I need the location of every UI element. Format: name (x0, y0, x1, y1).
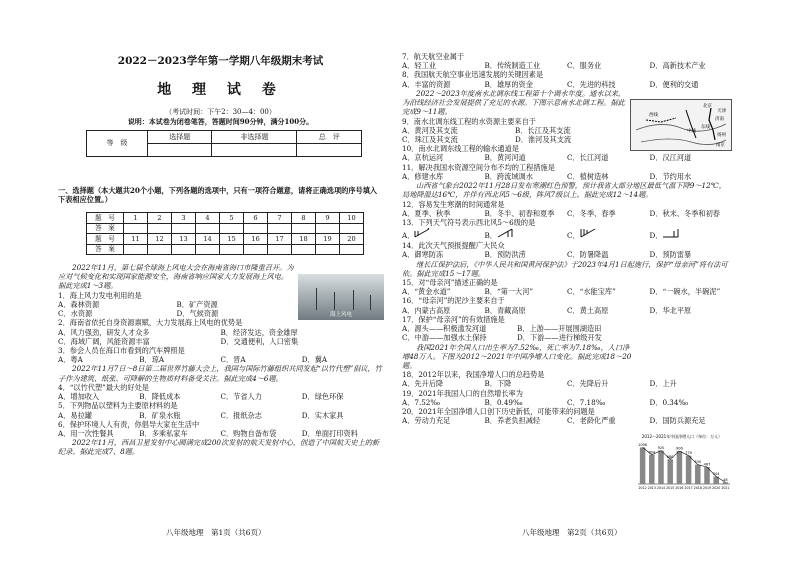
intro-7: 我国2021年全国人口出生率为7.52‰，死亡率为7.18‰，人口净增48万人。下图为2012～2021年中国净增人口变化。据此完成18～20题。 (402, 342, 632, 370)
map-label: 东线 (701, 125, 710, 130)
chart-bar (667, 459, 673, 484)
tick-label: 2012 (638, 486, 647, 490)
subject-title: 地 理 试 卷 (157, 82, 284, 98)
data-label: 530 (694, 460, 702, 465)
grade-col: 选择题 (148, 131, 212, 144)
map-svg (631, 100, 731, 150)
map-label: 中线 (687, 129, 696, 134)
data-label: 680 (666, 454, 674, 459)
grade-table (86, 130, 362, 157)
table-row: 题 号 1 2 3 4 5 6 7 8 9 10 (87, 213, 364, 224)
chart-bar (677, 451, 683, 484)
data-label: 48 (723, 477, 728, 482)
tick-label: 2014 (656, 486, 666, 490)
data-label: 920 (657, 446, 665, 451)
grade-cell[interactable] (212, 144, 297, 157)
data-label: 204 (712, 472, 720, 477)
grade-label: 等 级 (87, 131, 148, 157)
right-column (402, 0, 732, 561)
chart-bar (704, 467, 710, 484)
exam-notes: 说明：本试卷为闭卷笔答，答题时间90分钟，满分100分。 (127, 117, 314, 126)
data-label: 1006 (638, 442, 648, 447)
chart-bar (723, 482, 729, 484)
intro-2: 2022年11月7日～8日第二届世界竹藤大会上，我国与国际竹藤组织共同发起“以竹代塑”倡议，竹子作为建筑、纸张、可降解的生物质材料备受关注。据此完成4～6题。 (58, 364, 382, 383)
section-1-heading: 一、选择题（本大题共20个小题，下列各题的选项中，只有一项符合题意，请将正确选项的序号填入下表相应位置。） (58, 186, 378, 205)
south-north-water-map (630, 99, 732, 151)
left-column (58, 0, 383, 561)
tick-label: 2015 (666, 486, 675, 490)
population-chart-svg (630, 432, 734, 494)
data-label: 906 (676, 446, 683, 451)
questions-7-20: 7．航天航空业属于 A．轻工业 B．传统制造工业 C．服务业 D．高新技术产业 8．我国航天航空事业迅速发展的关键因素是 A．丰富的资源 B．雄厚的资金 C．先进的科技 D．便利的交通 2022～2023年度南水北调东线工程第十个调水年度。通水以来，为沿线经济社会发展提供了充足的水源。下图示意南水北调工程。据此完成9～11题。 9．南水北调东线工程的水资源主要来自于 A．黄河及其支流 B．长江及其支流 C．珠江及其支流 D．淮河及其支流 10．南水北调东线工程的输水通道是 A．京杭运河 B．黄河河道 C．长江河道 D．汉江河道 11．解决我国水资源空间分布不均的工程措施是 A．修建水库 B．跨流域调水 C．植树造林 D．节约用水 山西省气象台2022年11月28日发布寒潮红色预警，预计我省大部分地区最低气温下降9～12℃，局地降温达16℃，并伴有西北风5～6级，阵风7级以上。据此完成12～14题。 12．容易发生寒潮的时间通常是 A．夏季、秋季 B．冬半、初春和夏季 C．冬季、春季 D．秋末、冬季和初春 13．下列天气符号表示西北风5～6级的是 A． B． C． D． 14．此次天气预报提醒广大民众 A．御寒防冻 B．预防洪涝 C．防暑降温 D．预防雷暴 继长江保护法后，《中华人民共和国黄河保护法》于2023年4月1日起施行，保护“母亲河”将有法可依。据此完成15～17题。 15．对“母亲河”描述正确的是 A．“黄金水道” B．“第一大河” C．“水能宝库” D．“一碗水，半碗泥” 16．“母亲河”的泥沙主要来自于 A．内蒙古高原 B．青藏高原 C．黄土高原 D．华北平原 17．保护“母亲河”的有效措施是 A．源头——积极滥发河道 B．上游——开展围湖造田 C．中游——加强水土保持 D．下游——进行梯级开发 我国2021年全国人口出生率为7.52‰，死亡率为7.18‰，人口净增48万人。下图为2012～2021年中国净增人口变化。据此完成18～20题。 18．2012年以来，我国净增人口的总趋势是 A．先升后降 B．下降 C．先降后升 D．上升 19．2021年我国人口的自然增长率为 A．7.52‰ B．0.49‰ C．7.18‰ D．0.34‰ 20．2021年全国净增人口创下历史新低，可能带来的问题是 A．劳动力充足 B．养老负担减轻 C．老龄化严重 D．国防兵源充足 (402, 52, 732, 426)
tick-label: 2013 (647, 486, 656, 490)
map-label: 西线 (649, 113, 658, 118)
grade-cell[interactable] (297, 144, 362, 157)
page-footer-1: 八年级地理 第1页（共6页） (166, 528, 266, 537)
photo-caption: 海上风电 (329, 311, 352, 318)
tick-label: 2019 (702, 486, 712, 490)
intro-3: 2022年11月，西昌卫星发射中心圆满完成200次发射的航天发射中心，创造了中国航天史上的新纪录。据此完成7、8题。 (58, 438, 380, 457)
tick-label: 2016 (675, 486, 684, 490)
data-label: 779 (685, 451, 692, 456)
grade-col: 总 评 (297, 131, 362, 144)
table-row: 答 案 (87, 223, 364, 234)
data-label: 467 (703, 462, 711, 467)
grade-cell[interactable] (148, 144, 212, 157)
wind-symbol-icon (414, 228, 432, 238)
map-label: 北京 (703, 104, 712, 109)
answer-table (86, 212, 364, 255)
intro-4: 2022～2023年度南水北调东线工程第十个调水年度。通水以来，为沿线经济社会发展提供了充足的水源。下图示意南水北调工程。据此完成9～11题。 (402, 88, 626, 117)
page-footer-2: 八年级地理 第2页（共6页） (522, 528, 622, 537)
exam-time: （考试时间：下午2：30—4：00） (165, 108, 276, 116)
map-label: 天津 (717, 109, 726, 114)
wind-farm-photo (298, 274, 384, 320)
wind-symbol-icon (497, 228, 515, 238)
wind-symbol-icon (580, 228, 598, 238)
chart-bar (686, 456, 692, 484)
tick-label: 2020 (712, 486, 721, 490)
intro-5: 山西省气象台2022年11月28日发布寒潮红色预警，预计我省大部分地区最低气温下降9～12℃，局地降温达16℃，并伴有西北风5～6级，阵风7级以上。据此完成12～14题。 (402, 181, 726, 200)
chart-title: 2012～2021年中国净增人口（单位：万人） (641, 434, 723, 439)
intro-1: 2022年11月，第七届全球海上风电大会在海南省海口市隆重召开。为应对气候变化和实现国家能源安全，海南省响应国家大力发展海上风电。据此完成1～3题。 (58, 263, 294, 291)
questions-1-8: 2022年11月，第七届全球海上风电大会在海南省海口市隆重召开。为应对气候变化和实现国家能源安全，海南省响应国家大力发展海上风电。据此完成1～3题。 1．海上风力发电利用的是 A．森林资源 B．矿产资源 C．水资源 D．气候资源 2．海南省依托自身资源禀赋，大力发展海上风电的优势是 A．风力强劲，研发人才众多 B．经济发达，资金雄厚 C．海域广阔，风能资源丰富 D．交通便利，人口密集 3．参会人员在海口市看到的汽车牌照是 A．粤A B．琼A C．晋A D．冀A 2022年11月7日～8日第二届世界竹藤大会上，我国与国际竹藤组织共同发起“以竹代塑”倡议，竹子作为建筑、纸张、可降解的生物质材料备受关注。据此完成4～6题。 4．“以竹代塑”最大的好处是 A．增加收入 B．降低成本 C．节省人力 D．绿色环保 5．下列物品以塑料为主要原材料的是 A．易拉罐 B．矿泉水瓶 C．报纸杂志 D．实木家具 6．保护环境人人有责，你倡导大家在生活中 A．用一次性餐具 B．多乘私家车 C．购物自备布袋 D．单面打印资料 2022年11月，西昌卫星发射中心圆满完成200次发射的航天发射中心，创造了中国航天史上的新纪录。据此完成7、8题。 (58, 263, 382, 457)
intro-6: 继长江保护法后，《中华人民共和国黄河保护法》于2023年4月1日起施行，保护“母亲河”将有法可依。据此完成15～17题。 (402, 259, 728, 278)
wind-symbol-icon (662, 228, 680, 238)
tick-label: 2018 (693, 486, 702, 490)
map-label: 扬州 (717, 133, 726, 138)
tick-label: 2021 (721, 486, 730, 490)
grade-col: 非选择题 (212, 131, 297, 144)
chart-bar (695, 465, 701, 484)
tick-label: 2017 (684, 486, 693, 490)
population-chart (630, 432, 734, 494)
map-label: 南京 (716, 143, 725, 148)
weather-symbols: A． B． C． D． (402, 227, 732, 241)
chart-bar (658, 451, 664, 484)
table-row: 答 案 (87, 244, 364, 255)
map-label: 济南 (715, 117, 724, 122)
table-row: 题 号 11 12 13 14 15 16 17 18 19 20 (87, 234, 364, 245)
chart-bar (640, 447, 646, 484)
chart-bar (649, 455, 655, 484)
exam-title: 2022－2023学年第一学期八年级期末考试 (117, 55, 324, 67)
data-label: 804 (648, 450, 656, 455)
